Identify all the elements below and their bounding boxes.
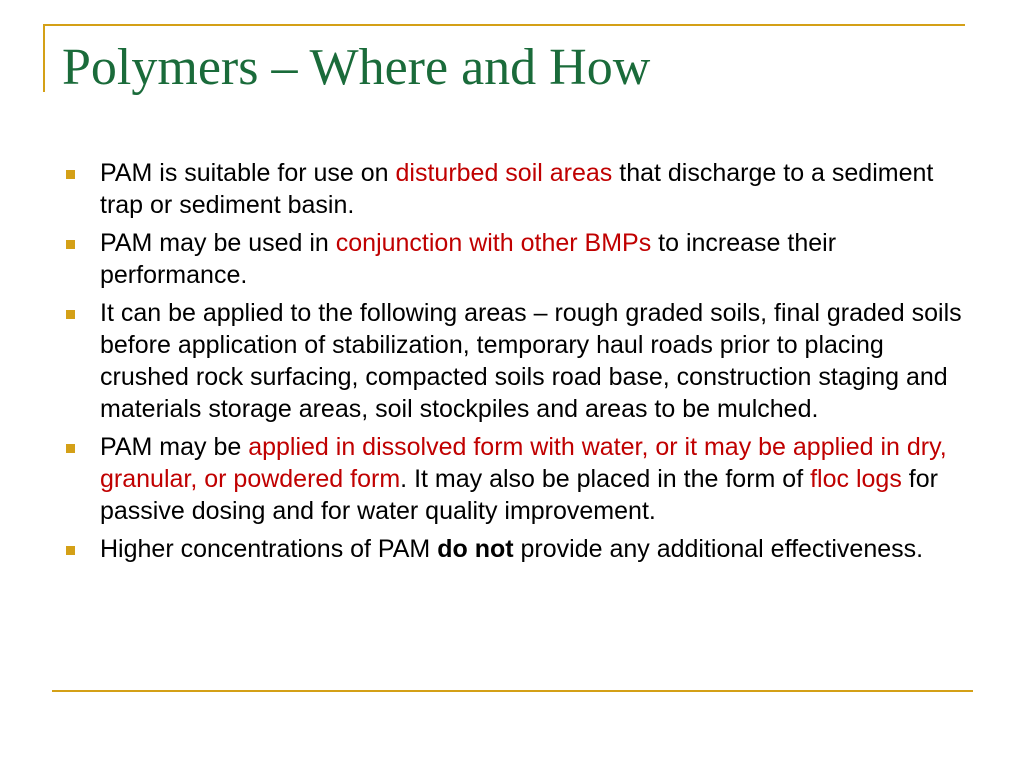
slide-title: Polymers – Where and How <box>62 39 651 96</box>
bullet-list <box>62 157 962 571</box>
bullet-item <box>62 297 962 425</box>
square-bullet-icon <box>66 240 75 249</box>
bullet-text: PAM may be <box>100 433 249 461</box>
bullet-text: Higher concentrations of PAM <box>100 535 438 563</box>
bullet-item <box>62 157 962 221</box>
bullet-text: PAM may be used in <box>100 229 336 257</box>
bullet-item <box>62 533 962 565</box>
square-bullet-icon <box>66 310 75 319</box>
highlighted-text: conjunction with other BMPs <box>335 229 652 257</box>
frame-bottom-rule <box>52 690 973 692</box>
bullet-item <box>62 227 962 291</box>
bullet-text: . It may also be placed in the form of <box>400 465 811 493</box>
bullet-text: It can be applied to the following areas – rough graded soils, final graded soils before application of stabilization, temporary haul roads prior to placing crushed rock surfacing, compacted soils road base, construction staging and materials storage areas, soil stockpiles and areas to be mulched. <box>100 299 962 423</box>
frame-top-rule <box>43 24 965 26</box>
highlighted-text: floc logs <box>810 465 902 493</box>
highlighted-text: disturbed soil areas <box>395 159 613 187</box>
bullet-item <box>62 431 962 527</box>
square-bullet-icon <box>66 546 75 555</box>
bullet-text: provide any additional effectiveness. <box>513 535 924 563</box>
square-bullet-icon <box>66 170 75 179</box>
square-bullet-icon <box>66 444 75 453</box>
bullet-text: that discharge to a sediment trap or sediment basin. <box>100 159 934 219</box>
bullet-text: to increase their performance. <box>100 229 837 289</box>
frame-left-rule <box>43 24 45 92</box>
bullet-text: for passive dosing and for water quality improvement. <box>100 465 938 525</box>
highlighted-text: applied in dissolved form with water, or it may be applied in dry, granular, or powdered form <box>100 433 947 493</box>
bold-text: do not <box>437 535 514 563</box>
bullet-text: PAM is suitable for use on <box>100 159 396 187</box>
